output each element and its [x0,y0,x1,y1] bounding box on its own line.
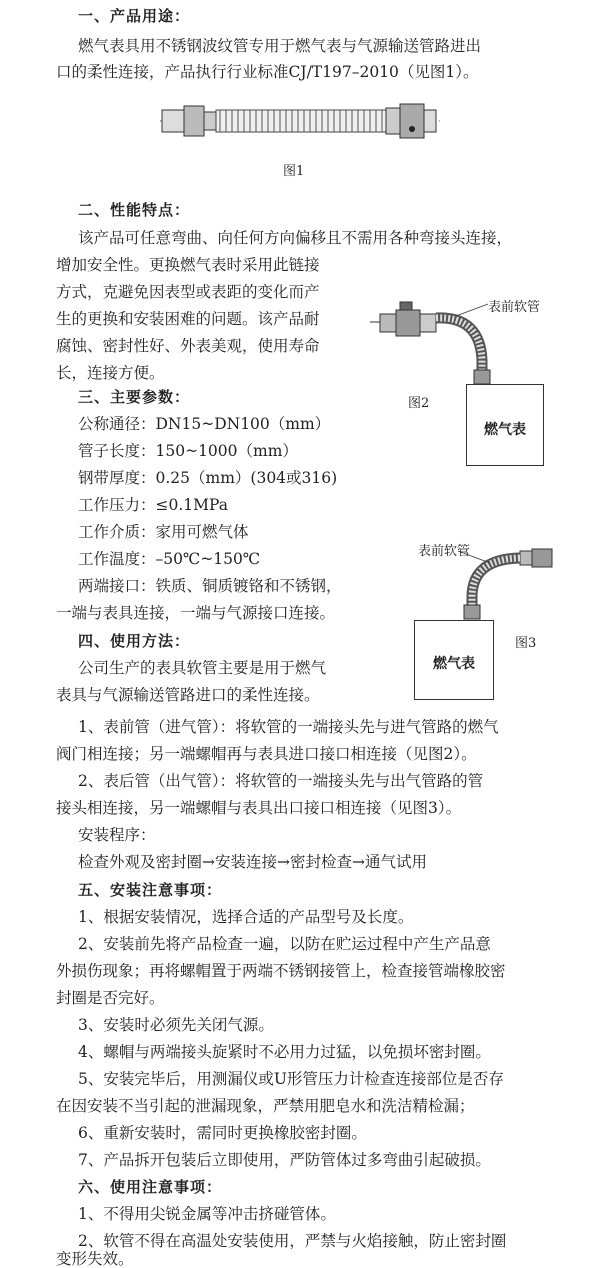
paragraph-line: 口的柔性连接，产品执行行业标准CJ/T197–2010（见图1）。 [56,63,479,81]
gas-meter-2 [466,384,544,466]
paragraph-line: 接头相连接，另一端螺帽与表具出口接口相连接（见图3）。 [56,799,462,817]
gas-meter-3 [414,620,494,700]
param-line: 一端与表具连接，一端与气源接口连接。 [56,604,336,622]
paragraph-line: 4、螺帽与两端接头旋紧时不必用力过猛，以免损坏密封圈。 [78,1043,491,1061]
paragraph-line: 1、根据安装情况，选择合适的产品型号及长度。 [78,908,414,926]
meter-label: 燃气表 [433,656,475,672]
paragraph-line: 5、安装完毕后，用测漏仪或U形管压力计检查连接部位是否存 [78,1070,504,1088]
paragraph-line: 6、重新安装时，需同时更换橡胶密封圈。 [78,1124,367,1142]
paragraph-line: 变形失效。 [56,1250,134,1268]
hose-label-3: 表前软管 [418,544,471,559]
param-line: 两端接口：铁质、铜质镀铬和不锈钢， [78,577,342,595]
meter-label: 燃气表 [484,422,526,438]
section-title-use-notes: 六、使用注意事项： [78,1178,223,1196]
section-title-usage: 一、产品用途： [78,7,191,25]
paragraph-line: 增加安全性。更换燃气表时采用此链接 [56,256,320,274]
paragraph-line: 长，连接方便。 [56,364,165,382]
paragraph-line: 检查外观及密封圈→安装连接→密封检查→通气试用 [78,853,427,871]
paragraph-line: 腐蚀、密封性好、外表美观，使用寿命 [56,337,320,355]
section-title-install-notes: 五、安装注意事项： [78,881,223,899]
figure-caption-2: 图2 [408,396,430,411]
section-title-features: 二、性能特点： [78,201,191,219]
paragraph-line: 燃气表具用不锈钢波纹管专用于燃气表与气源输送管路进出 [78,37,482,55]
paragraph-line: 2、安装前先将产品检查一遍，以防在贮运过程中产生产品意 [78,935,491,953]
param-line: 工作温度：–50℃~150℃ [78,550,261,568]
paragraph-line: 1、不得用尖锐金属等冲击挤碰管体。 [78,1205,336,1223]
figure-caption-1: 图1 [283,164,305,179]
param-line: 工作介质：家用可燃气体 [78,523,249,541]
paragraph-line: 表具与气源输送管路进口的柔性连接。 [56,686,320,704]
paragraph-line: 在因安装不当引起的泄漏现象，严禁用肥皂水和洗洁精检漏； [56,1097,475,1115]
figure-caption-3: 图3 [515,636,537,651]
paragraph-line: 公司生产的表具软管主要是用于燃气 [78,659,327,677]
param-line: 管子长度：150~1000（mm） [78,442,298,460]
paragraph-line: 7、产品拆开包装后立即使用，严防管体过多弯曲引起破损。 [78,1151,491,1169]
paragraph-line: 方式，克避免因表型或表距的变化而产 [56,283,320,301]
section-title-usage-method: 四、使用方法： [78,632,191,650]
param-line: 公称通径：DN15~DN100（mm） [78,415,331,433]
param-line: 钢带厚度：0.25（mm）(304或316) [78,469,338,487]
paragraph-line: 2、表后管（出气管）：将软管的一端接头先与出气管路的管 [78,772,484,790]
paragraph-line: 3、安装时必须先关闭气源。 [78,1016,274,1034]
paragraph-line: 2、软管不得在高温处安装使用，严禁与火焰接触，防止密封圈 [78,1232,507,1250]
paragraph-line: 该产品可任意弯曲、向任何方向偏移且不需用各种弯接头连接， [78,229,513,247]
paragraph-line: 生的更换和安装困难的问题。该产品耐 [56,310,320,328]
paragraph-line: 外损伤现象；再将螺帽置于两端不锈钢接管上，检查接管端橡胶密 [56,962,506,980]
param-line: 工作压力：≤0.1MPa [78,496,228,514]
hose-label-2: 表前软管 [488,300,541,315]
paragraph-line: 1、表前管（进气管）：将软管的一端接头先与进气管路的燃气 [78,718,499,736]
paragraph-line: 阀门相连接；另一端螺帽再与表具进口接口相连接（见图2）。 [56,745,477,763]
paragraph-line: 封圈是否完好。 [56,989,165,1007]
section-title-parameters: 三、主要参数： [78,388,191,406]
paragraph-line: 安装程序： [78,826,156,844]
hose-figure-1 [150,96,450,146]
